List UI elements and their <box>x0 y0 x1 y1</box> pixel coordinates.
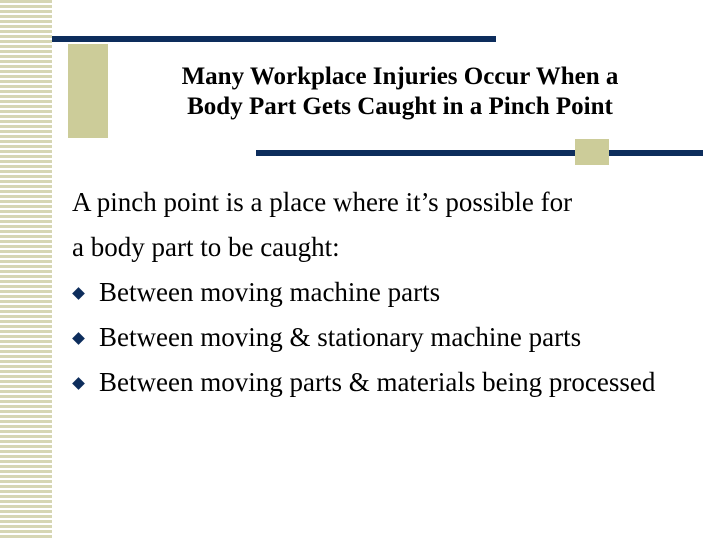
intro-line-2: a body part to be caught: <box>72 232 340 262</box>
title-top-rule <box>52 36 496 42</box>
slide-title-line-1: Many Workplace Injuries Occur When a <box>181 63 619 90</box>
diamond-bullet-icon <box>72 332 85 345</box>
decorative-block-right <box>575 139 609 165</box>
slide-title-line-2: Body Part Gets Caught in a Pinch Point <box>187 93 613 120</box>
decorative-stripe-band <box>0 0 52 540</box>
intro-paragraph <box>72 180 702 270</box>
diamond-bullet-icon <box>72 377 85 390</box>
decorative-block-top <box>68 44 108 138</box>
bullet-text: Between moving machine parts <box>99 277 441 307</box>
diamond-bullet-icon <box>72 287 85 300</box>
bullet-text: Between moving & stationary machine parts <box>99 322 582 352</box>
title-bottom-rule <box>256 150 703 156</box>
bullet-list <box>72 270 702 405</box>
slide-body <box>72 180 702 405</box>
intro-line-1: A pinch point is a place where it’s possible for <box>72 187 573 217</box>
slide-title <box>110 62 690 122</box>
bullet-item <box>72 270 702 315</box>
bullet-item <box>72 360 702 405</box>
bullet-text: Between moving parts & materials being processed <box>99 367 656 397</box>
bullet-item <box>72 315 702 360</box>
